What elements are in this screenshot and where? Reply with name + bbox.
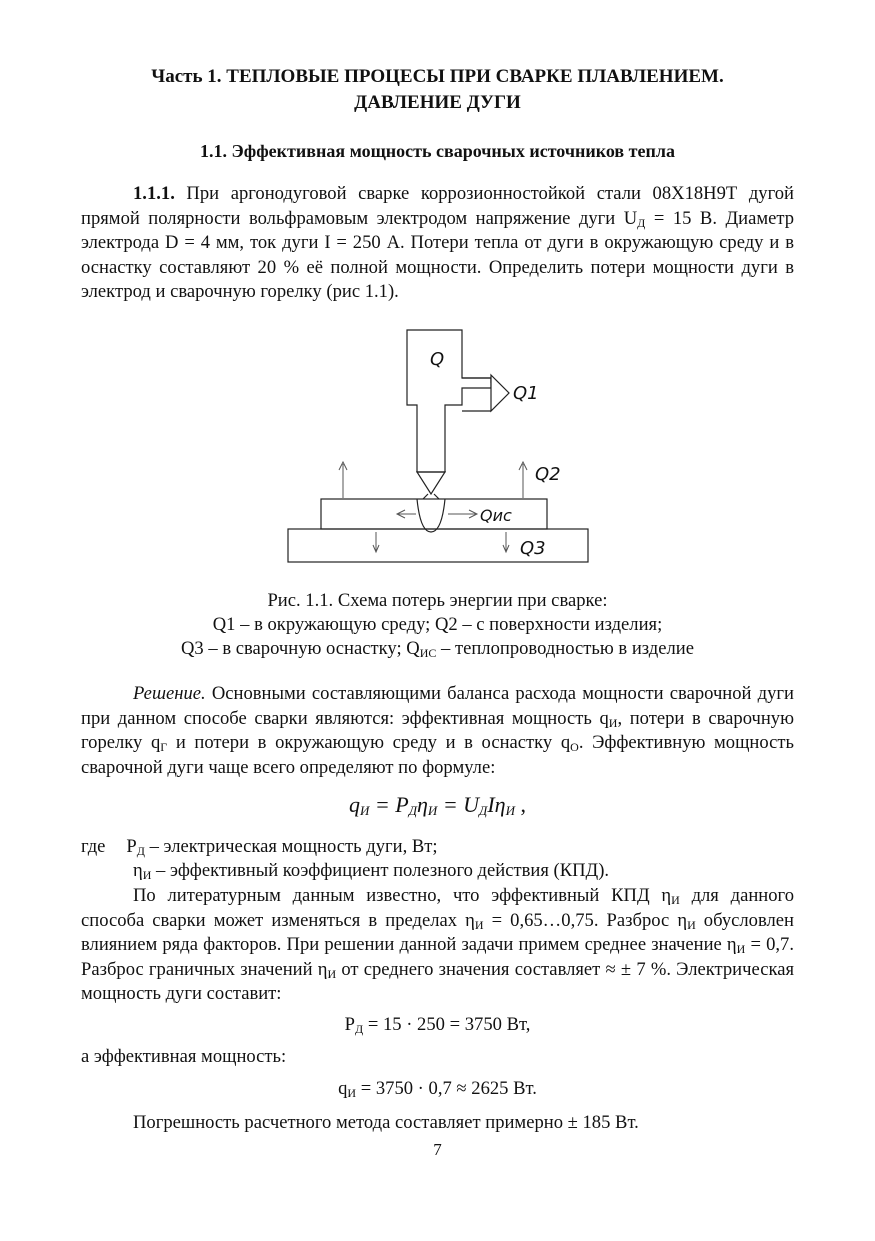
solution-paragraph: Решение. Основными составляющими баланса расхода мощности сварочной дуги при данном способе сварки являются: эффективная мощность $q_И$, потери в сварочную горелку $q_Г$ и потери в окружающую среду и в оснастку $q_О$. Эффективную мощность сварочной дуги чаще всего определяют по формуле: (81, 683, 794, 778)
page-number: 7 (433, 1140, 442, 1159)
welding-energy-loss-diagram (280, 322, 600, 572)
q1-arrow-icon (491, 375, 509, 411)
electrode-tip-shape (417, 472, 445, 494)
formula-effective-power: $q_И = P_Д\eta_И = U_ДI\eta_И$ , (349, 792, 526, 818)
label-q1: Q1 (513, 383, 539, 404)
formula-effective-power-value: $q_И = 3750 \cdot 0,7 \approx 2625$ Вт. (338, 1078, 537, 1100)
where-p-line: где $P_Д$ – электрическая мощность дуги, Вт; (81, 836, 438, 858)
problem-number: 1.1.1. (133, 183, 175, 204)
workpiece-shape (321, 499, 547, 529)
figure-caption-line2: Q1 – в окружающую среду; Q2 – с поверхности изделия; (212, 614, 663, 635)
label-qis: Qис (480, 506, 512, 525)
label-q2: Q2 (535, 464, 561, 485)
effective-power-label: а эффективная мощность: (81, 1046, 287, 1067)
solution-lead: Решение. (133, 683, 206, 704)
formula-electric-power: $P_Д = 15 \cdot 250 = 3750$ Вт, (344, 1014, 531, 1036)
part-title-line1: Часть 1. ТЕПЛОВЫЕ ПРОЦЕСЫ ПРИ СВАРКЕ ПЛАВЛЕНИЕМ. (151, 66, 724, 87)
section-title: 1.1. Эффективная мощность сварочных источников тепла (200, 141, 675, 161)
figure-caption-line3: Q3 – в сварочную оснастку; $Q_{ИС}$ – теплопроводностью в изделие (181, 638, 694, 660)
part-title-line2: ДАВЛЕНИЕ ДУГИ (354, 92, 521, 113)
weld-pool-shape (417, 499, 445, 532)
problem-paragraph: 1.1.1. При аргонодуговой сварке коррозионностойкой стали 08Х18Н9Т дугой прямой полярности вольфрамовым электродом напряжение дуги $U_Д = 15$ В. Диаметр электрода D = 4 мм, ток дуги I = 250 А. Потери тепла от дуги в окружающую среду и в оснастку составляют 20 % её полной мощности. Определить потери мощности дуги в электрод и сварочную горелку (рис 1.1). (81, 183, 795, 303)
torch-body-shape (407, 330, 491, 472)
label-q3: Q3 (520, 538, 546, 559)
error-line: Погрешность расчетного метода составляет примерно ± 185 Вт. (133, 1112, 639, 1133)
label-q: Q (430, 349, 445, 370)
figure-caption-line1: Рис. 1.1. Схема потерь энергии при сварке: (267, 590, 608, 611)
where-eta-line: $\eta_И$ – эффективный коэффициент полезного действия (КПД). (133, 860, 610, 882)
literature-paragraph: По литературным данным известно, что эффективный КПД $\eta_И$ для данного способа сварки может изменяться в пределах $\eta_И$ = 0,65…0,75. Разброс $\eta_И$ обусловлен влиянием ряда факторов. При решении данной задачи примем среднее значение $\eta_И = 0,7$. Разброс граничных значений $\eta_И$ от среднего значения составляет ≈ ± 7 %. Электрическая мощность дуги составит: (81, 885, 795, 1005)
